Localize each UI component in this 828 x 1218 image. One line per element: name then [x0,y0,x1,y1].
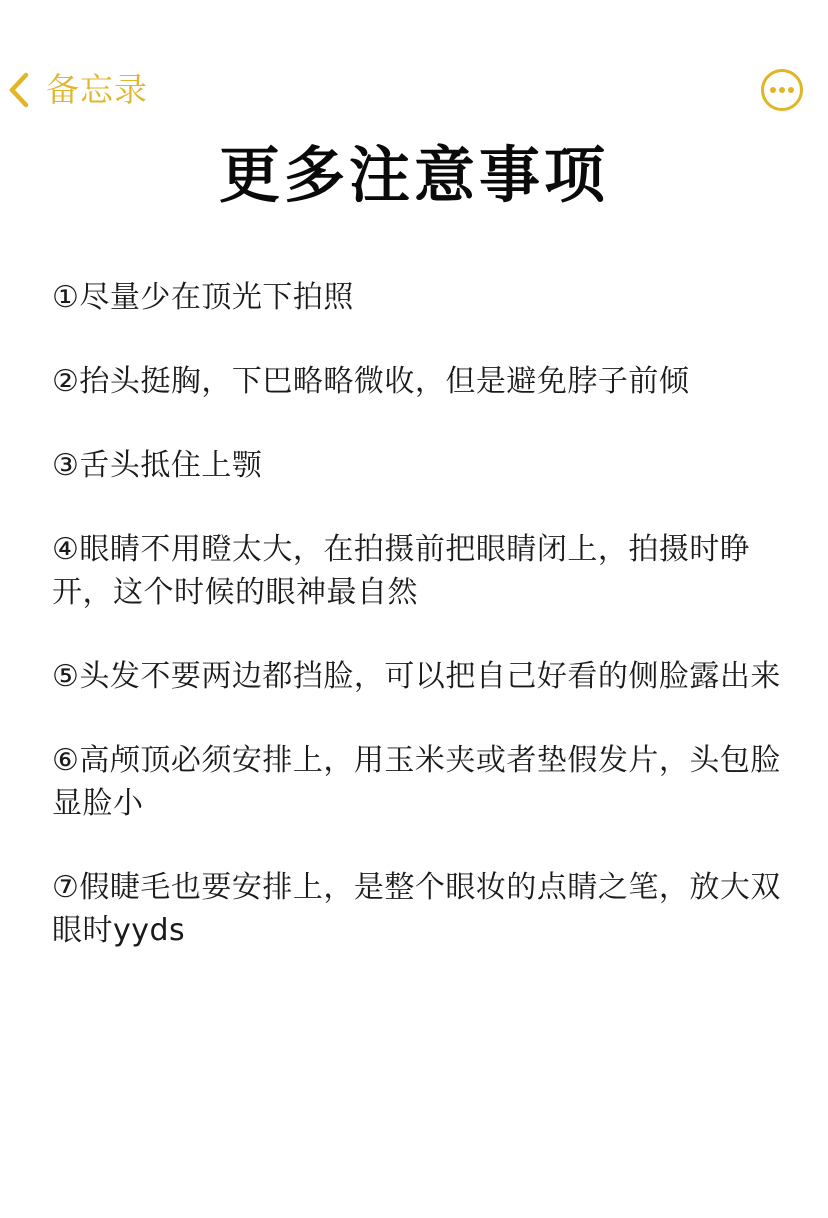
note-item-7: ⑦假睫毛也要安排上，是整个眼妆的点睛之笔，放大双眼时yyds [52,870,781,948]
note-item-6: ⑥高颅顶必须安排上，用玉米夹或者垫假发片，头包脸显脸小 [52,743,781,821]
back-button[interactable] [6,64,148,116]
note-item-1: ①尽量少在顶光下拍照 [52,280,354,315]
note-item-3: ③舌头抵住上颚 [52,448,263,483]
chevron-left-icon [6,70,32,110]
note-item-5: ⑤头发不要两边都挡脸，可以把自己好看的侧脸露出来 [52,659,781,694]
note-list [52,276,782,993]
note-item-4: ④眼睛不用瞪太大，在拍摄前把眼睛闭上，拍摄时睁开，这个时候的眼神最自然 [52,532,751,610]
page-title: 更多注意事项 [218,140,609,211]
note-item-2: ②抬头挺胸，下巴略略微收，但是避免脖子前倾 [52,364,690,399]
ellipsis-circle-icon [760,68,804,112]
back-label: 备忘录 [46,70,148,109]
navigation-bar [0,64,828,116]
more-options-button[interactable] [760,68,804,112]
